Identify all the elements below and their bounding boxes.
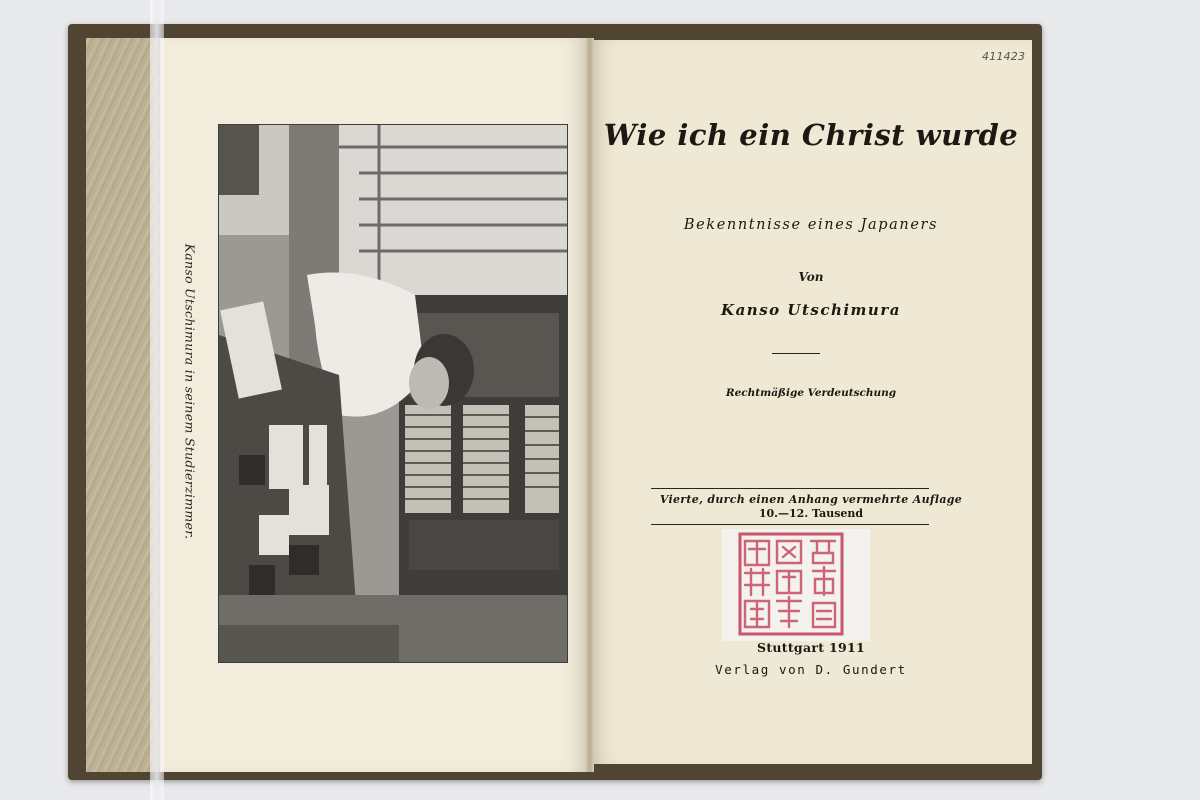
glass-plate-edge xyxy=(150,0,164,800)
author-name: Kanso Utschimura xyxy=(721,301,901,319)
print-run: 10.—12. Tausend xyxy=(758,507,864,520)
handwritten-shelfmark: 411423 xyxy=(982,50,1026,63)
edition-note: Vierte, durch einen Anhang vermehrte Auflage xyxy=(659,493,963,506)
edition-rule-top xyxy=(651,488,929,489)
short-divider xyxy=(772,353,820,354)
book-subtitle: Bekenntnisse eines Japaners xyxy=(683,217,939,233)
book-title: Wie ich ein Christ wurde xyxy=(603,118,1019,152)
library-seal-stamp xyxy=(737,531,845,637)
photo-caption-text: Kanso Utschimura in seinem Studierzimmer. xyxy=(182,243,198,540)
translation-note: Rechtmäßige Verdeutschung xyxy=(725,387,897,399)
author-preposition: Von xyxy=(798,270,824,284)
frontispiece-photograph xyxy=(218,124,568,663)
publisher: Verlag von D. Gundert xyxy=(715,662,907,677)
edition-rule-bottom xyxy=(651,524,929,525)
place-and-year: Stuttgart 1911 xyxy=(757,640,865,655)
